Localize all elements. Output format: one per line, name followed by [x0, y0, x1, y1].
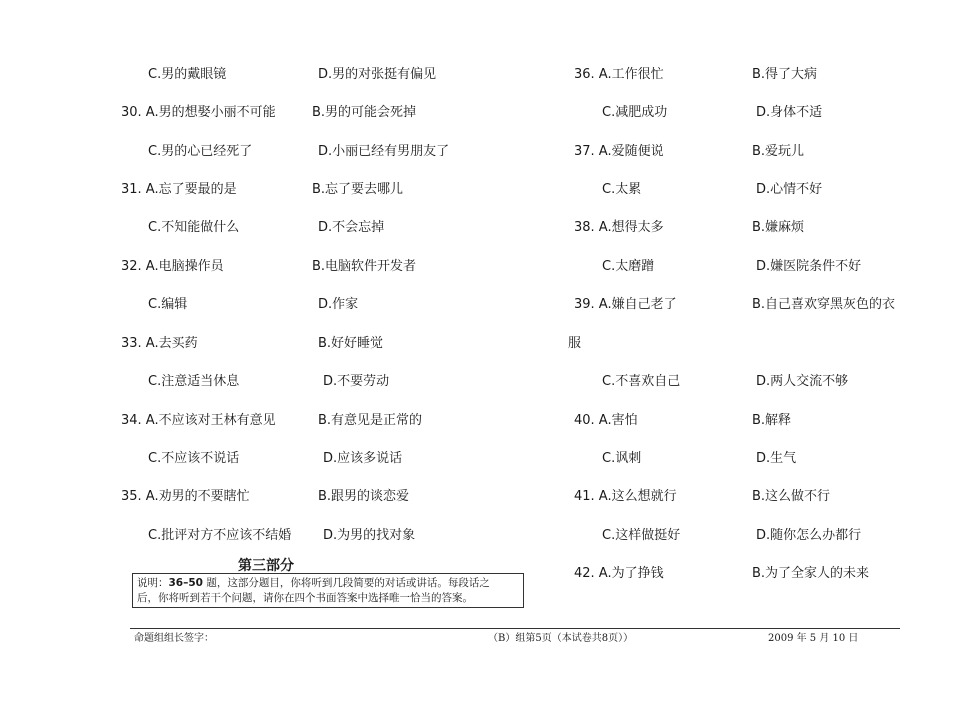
question-35-option-a: 35. A.劝男的不要瞎忙 — [121, 489, 250, 504]
option-41b: B.这么做不行 — [752, 489, 831, 504]
option-30b: B.男的可能会死掉 — [312, 105, 417, 120]
footer-divider — [130, 628, 900, 629]
instruction-prefix: 说明： — [137, 577, 169, 589]
question-41-option-a: 41. A.这么想就行 — [574, 489, 677, 504]
option-32c: C.编辑 — [148, 297, 188, 312]
section-title: 第三部分 — [238, 558, 294, 574]
option-39c: C.不喜欢自己 — [602, 374, 681, 389]
footer-page-info: （B）组第5页（本试卷共8页）） — [488, 633, 634, 644]
option-36c: C.减肥成功 — [602, 105, 668, 120]
option-39b-continued: 服 — [568, 336, 582, 351]
option-34c: C.不应该不说话 — [148, 451, 240, 466]
option-35b: B.跟男的谈恋爱 — [318, 489, 410, 504]
option-38d: D.嫌医院条件不好 — [756, 259, 862, 274]
question-36-option-a: 36. A.工作很忙 — [574, 67, 664, 82]
option-30c: C.男的心已经死了 — [148, 144, 253, 159]
instruction-range: 36–50 — [168, 577, 203, 589]
question-38-option-a: 38. A.想得太多 — [574, 220, 664, 235]
option-42b: B.为了全家人的未来 — [752, 566, 870, 581]
option-34b: B.有意见是正常的 — [318, 413, 423, 428]
footer-date: 2009 年 5 月 10 日 — [768, 633, 859, 644]
question-40-option-a: 40. A.害怕 — [574, 413, 638, 428]
option-40c: C.讽刺 — [602, 451, 642, 466]
question-32-option-a: 32. A.电脑操作员 — [121, 259, 224, 274]
instruction-line-2: 后，你将听到若干个问题，请你在四个书面答案中选择唯一恰当的答案。 — [137, 592, 473, 604]
option-36d: D.身体不适 — [756, 105, 823, 120]
option-35c: C.批评对方不应该不结婚 — [148, 528, 292, 543]
option-38c: C.太磨蹭 — [602, 259, 655, 274]
option-34d: D.应该多说话 — [323, 451, 403, 466]
option-35d: D.为男的找对象 — [323, 528, 416, 543]
question-30-option-a: 30. A.男的想娶小丽不可能 — [121, 105, 276, 120]
question-34-option-a: 34. A.不应该对王林有意见 — [121, 413, 276, 428]
option-31b: B.忘了要去哪儿 — [312, 182, 404, 197]
option-32b: B.电脑软件开发者 — [312, 259, 417, 274]
option-37d: D.心情不好 — [756, 182, 823, 197]
instruction-line-1 — [137, 576, 519, 591]
option-29c: C.男的戴眼镜 — [148, 67, 227, 82]
option-33d: D.不要劳动 — [323, 374, 390, 389]
option-31d: D.不会忘掉 — [318, 220, 385, 235]
question-39-option-a: 39. A.嫌自己老了 — [574, 297, 677, 312]
option-40d: D.生气 — [756, 451, 797, 466]
option-39d: D.两人交流不够 — [756, 374, 849, 389]
option-39b: B.自己喜欢穿黑灰色的衣 — [752, 297, 896, 312]
option-31c: C.不知能做什么 — [148, 220, 240, 235]
option-36b: B.得了大病 — [752, 67, 818, 82]
instruction-text-1: 题，这部分题目，你将听到几段简要的对话或讲话。每段话之 — [202, 577, 490, 589]
option-33c: C.注意适当休息 — [148, 374, 240, 389]
option-33b: B.好好睡觉 — [318, 336, 384, 351]
question-42-option-a: 42. A.为了挣钱 — [574, 566, 664, 581]
option-41c: C.这样做挺好 — [602, 528, 681, 543]
option-37b: B.爱玩儿 — [752, 144, 805, 159]
footer-signature-label: 命题组组长签字： — [134, 633, 214, 644]
question-33-option-a: 33. A.去买药 — [121, 336, 198, 351]
option-41d: D.随你怎么办都行 — [756, 528, 862, 543]
option-32d: D.作家 — [318, 297, 359, 312]
option-30d: D.小丽已经有男朋友了 — [318, 144, 450, 159]
instruction-box — [132, 573, 524, 608]
question-37-option-a: 37. A.爱随便说 — [574, 144, 664, 159]
question-31-option-a: 31. A.忘了要最的是 — [121, 182, 237, 197]
option-40b: B.解释 — [752, 413, 792, 428]
option-29d: D.男的对张挺有偏见 — [318, 67, 437, 82]
option-37c: C.太累 — [602, 182, 642, 197]
option-38b: B.嫌麻烦 — [752, 220, 805, 235]
